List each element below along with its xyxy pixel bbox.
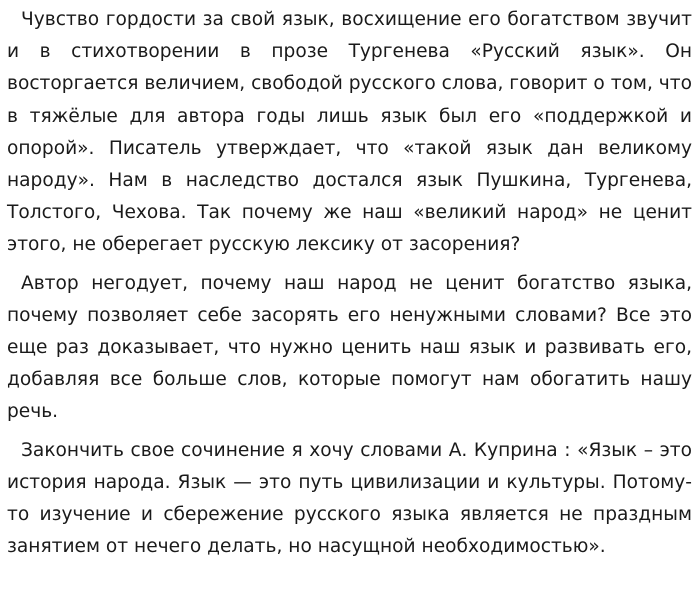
paragraph-1: Чувство гордости за свой язык, восхищение его богатством звучит и в стихотворении в прозе Тургенева «Русский язык». Он восторгается величием, свободой русского слова, говорит о том, что в тяжёлые для автора годы лишь язык был его «поддержкой и опорой». Писатель утверждает, что «такой язык дан великому народу». Нам в наследство достался язык Пушкина, Тургенева, Толстого, Чехова. Так почему же наш «великий народ» не ценит этого, не оберегает русскую лексику от засорения? <box>7 9 692 256</box>
paragraph-2: Автор негодует, почему наш народ не ценит богатство языка, почему позволяет себе засорять его ненужными словами? Все это еще раз доказывает, что нужно ценить наш язык и развивать его, добавляя все больше слов, которые помогут нам обогатить нашу речь. <box>7 272 692 423</box>
paragraph-3: Закончить свое сочинение я хочу словами А. Куприна : «Язык – это история народа. Язык — это путь цивилизации и культуры. Потому-то изучение и сбережение русского языка является не праздным занятием от нечего делать, но насущной необходимостью». <box>7 439 692 558</box>
